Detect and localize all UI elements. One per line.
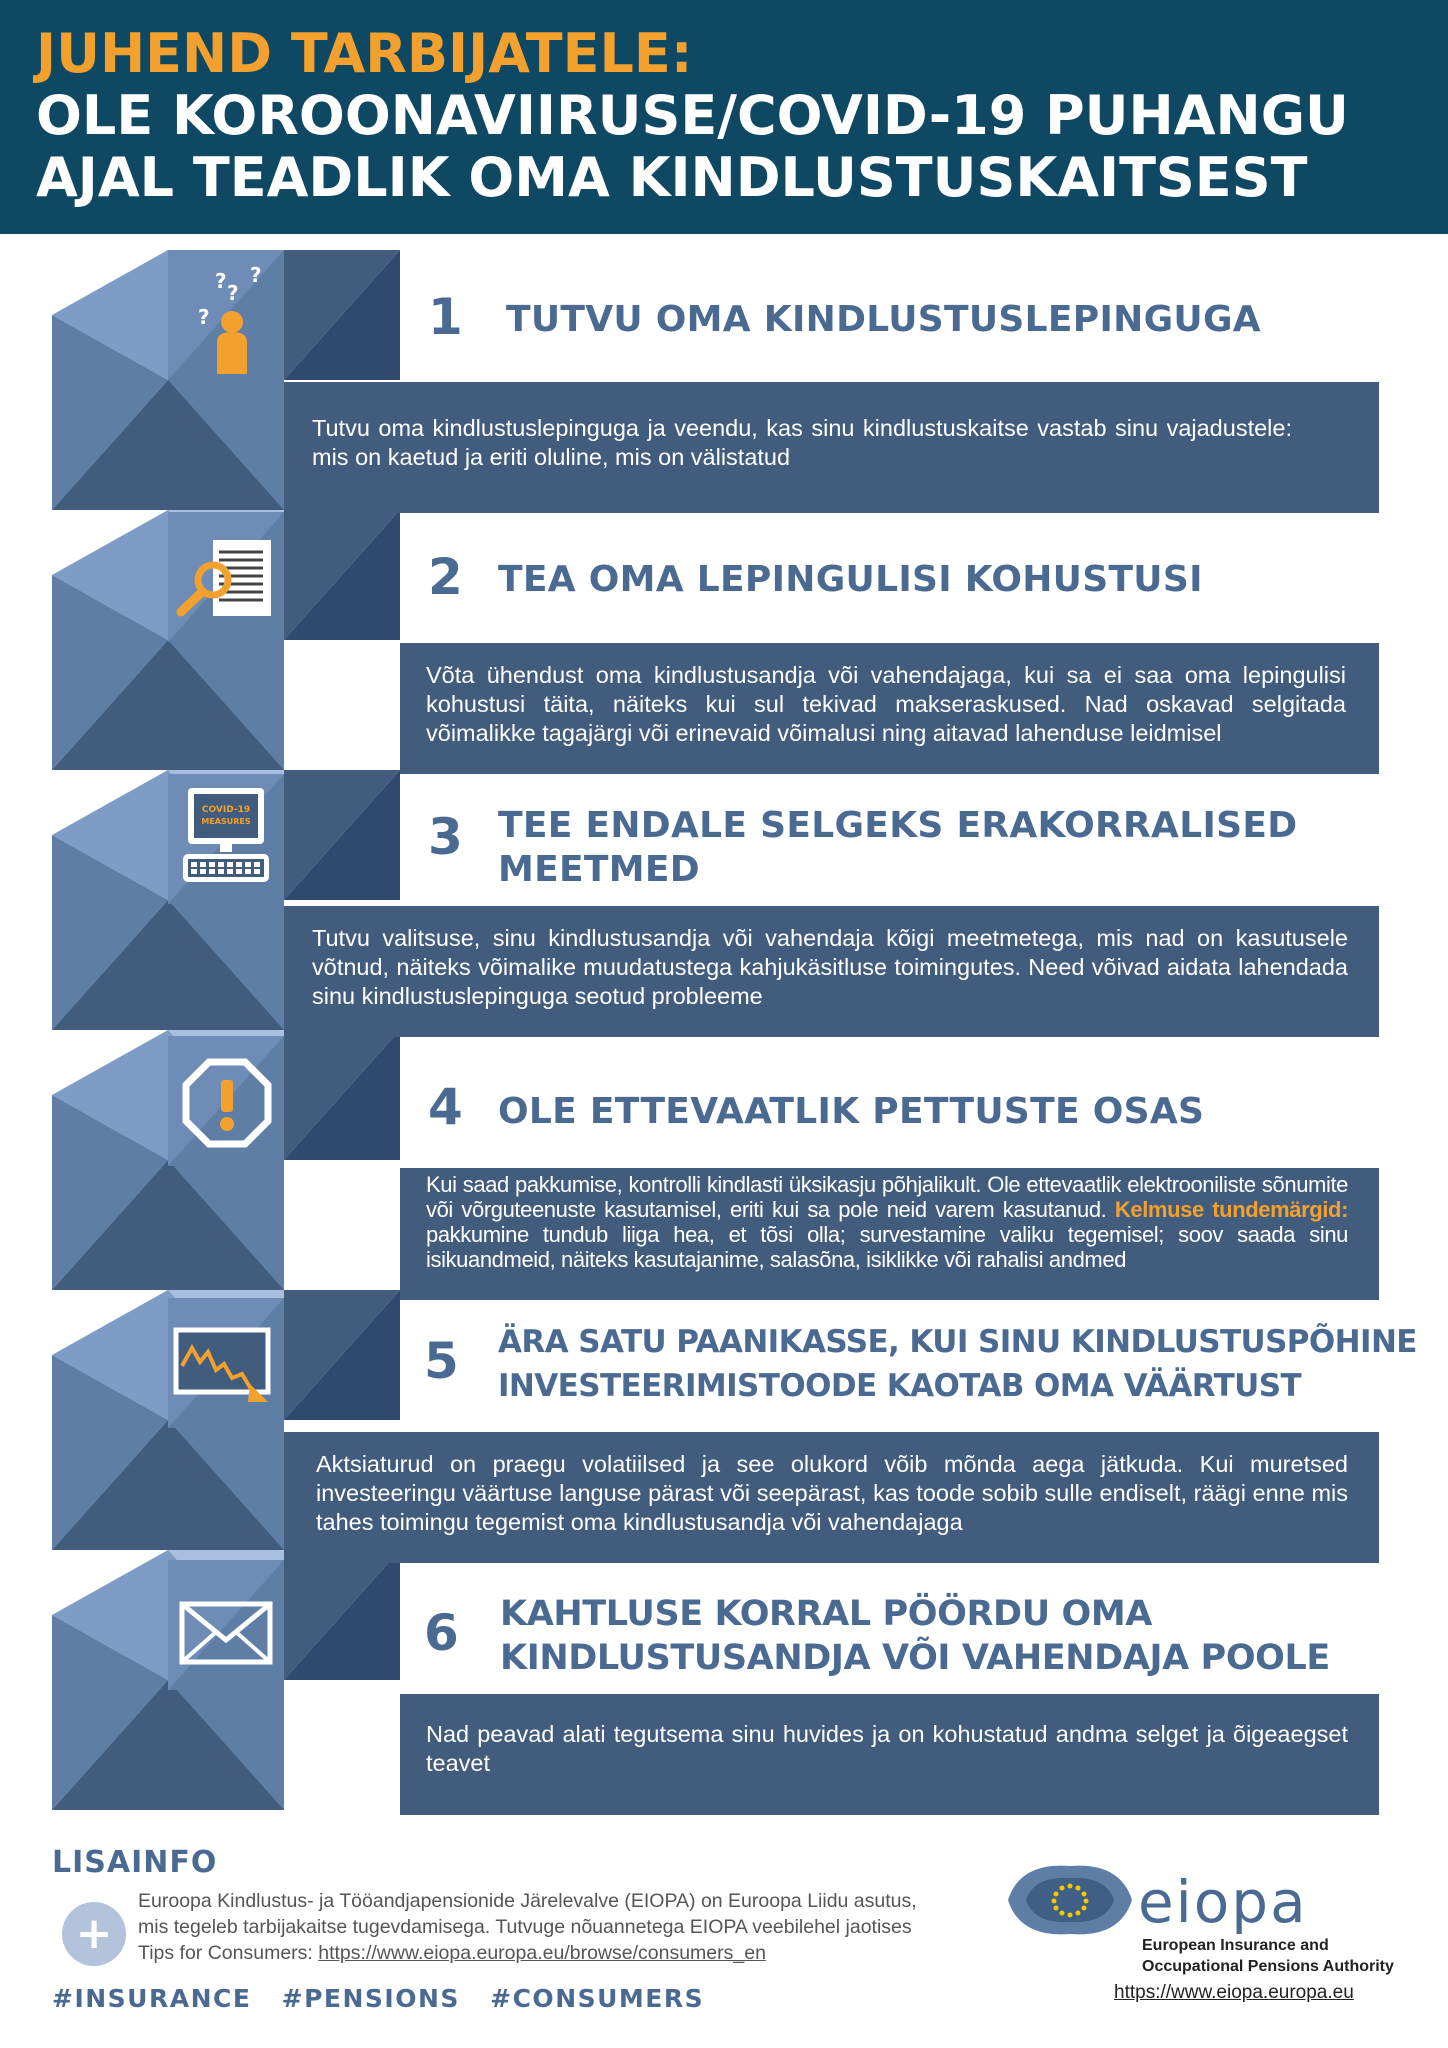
step-5-title	[498, 1320, 1417, 1408]
more-info-text	[138, 1888, 928, 1966]
eiopa-logo-emblem	[1000, 1856, 1140, 1946]
svg-text:?: ?	[215, 269, 227, 293]
step-6-title-line1: KAHTLUSE KORRAL PÖÖRDU OMA	[500, 1594, 1152, 1634]
step-2-body: Võta ühendust oma kindlustusandja või vahendajaga, kui sa ei saa oma lepingulisi kohustusi täita, näiteks kui sul tekivad makseraskused. Nad oskavad selgitada võimalikke tagajärgi või erinevaid võimalusi ning aitavad lahenduse leidmisel	[426, 662, 1346, 746]
consumers-link[interactable]: https://www.eiopa.europa.eu/browse/consumers_en	[318, 1942, 766, 1964]
step-1-title: TUTVU OMA KINDLUSTUSLEPINGUGA	[506, 299, 1261, 340]
hashtags	[52, 1984, 724, 2013]
warning-octagon-icon	[182, 1058, 272, 1148]
step-4-warning-label: Kelmuse tundemärgid:	[1114, 1197, 1348, 1222]
step-3-title-line2: MEETMED	[498, 849, 700, 890]
step-5-title-line2: INVESTEERIMISTOODE KAOTAB OMA VÄÄRTUST	[498, 1368, 1301, 1404]
step-1-number: 1	[428, 288, 463, 346]
svg-text:?: ?	[198, 305, 210, 329]
step-3-body: Tutvu valitsuse, sinu kindlustusandja või vahendaja kõigi meetmetega, mis nad on kasutusele võtnud, näiteks võimalike muudatustega kahjukäsitluse toimingutes. Need võivad aidata lahendada sinu kindlustuslepinguga seotud probleeme	[312, 925, 1348, 1009]
eiopa-org-name	[1142, 1935, 1394, 1977]
hashtag-insurance: #INSURANCE	[52, 1984, 252, 2013]
header-subtitle: JUHEND TARBIJATELE:	[36, 22, 693, 85]
step-1-band	[284, 382, 1379, 513]
step-6-title-line2: KINDLUSTUSANDJA VÕI VAHENDAJA POOLE	[500, 1638, 1330, 1678]
step-4-title: OLE ETTEVAATLIK PETTUSTE OSAS	[498, 1091, 1205, 1132]
step-6-number: 6	[424, 1604, 459, 1662]
step-6-title	[500, 1592, 1330, 1680]
step-3-title-line1: TEE ENDALE SELGEKS ERAKORRALISED	[498, 805, 1298, 846]
step-5-body: Aktsiaturud on praegu volatiilsed ja see olukord võib mõnda aega jätkuda. Kui muretsed investeeringu väärtuse languse pärast või seepärast, kas toode sobib sulle endiselt, räägi enne mis tahes toimingu tegemist oma kindlustusandja või vahendajaga	[316, 1451, 1348, 1535]
step-6-band	[400, 1694, 1379, 1815]
eiopa-logo-word: eiopa	[1138, 1868, 1308, 1936]
computer-icon	[178, 784, 278, 892]
step-5-number: 5	[424, 1332, 459, 1390]
svg-text:?: ?	[250, 263, 262, 287]
step-3-number: 3	[428, 808, 463, 866]
header-title-line2: AJAL TEADLIK OMA KINDLUSTUSKAITSEST	[36, 146, 1308, 209]
header-banner	[0, 0, 1448, 234]
header-title-line1: OLE KOROONAVIIRUSE/COVID-19 PUHANGU	[36, 84, 1349, 147]
plus-glyph: +	[75, 1908, 113, 1959]
step-4-body-part1: Kui saad pakkumise, kontrolli kindlasti üksikasju põhjalikult. Ole ettevaatlik elektrooniliste sõnumite või võrguteenuste kasutamisel, eriti kui sa pole neid varem kasutanud.	[426, 1172, 1348, 1222]
plus-icon	[62, 1902, 126, 1966]
hashtag-pensions: #PENSIONS	[281, 1984, 460, 2013]
document-magnifier-icon	[175, 532, 275, 622]
question-person-icon	[175, 258, 275, 378]
falling-chart-icon	[170, 1326, 280, 1416]
more-info-heading: LISAINFO	[52, 1845, 218, 1880]
step-5-band	[284, 1432, 1379, 1563]
step-1-body: Tutvu oma kindlustuslepinguga ja veendu, kas sinu kindlustuskaitse vastab sinu vajadustele: mis on kaetud ja eriti oluline, mis on välistatud	[312, 415, 1292, 470]
step-6-body: Nad peavad alati tegutsema sinu huvides ja on kohustatud andma selget ja õigeaegset teavet	[426, 1721, 1348, 1776]
computer-screen-text-2: MEASURES	[201, 817, 251, 826]
step-2-title: TEA OMA LEPINGULISI KOHUSTUSI	[498, 559, 1203, 600]
step-4-number: 4	[428, 1078, 463, 1136]
step-5-title-line1: ÄRA SATU PAANIKASSE, KUI SINU KINDLUSTUSPÕHINE	[498, 1324, 1417, 1360]
eiopa-website-link[interactable]: https://www.eiopa.europa.eu	[1114, 1982, 1354, 2003]
eiopa-org-line2: Occupational Pensions Authority	[1142, 1958, 1394, 1975]
step-4-band	[400, 1168, 1379, 1300]
more-info-body: Euroopa Kindlustus- ja Tööandjapensionide Järelevalve (EIOPA) on Euroopa Liidu asutus, mis tegeleb tarbijakaitse tugevdamisega. Tutvuge nõuannetega EIOPA veebilehel jaotises Tips for Consumers:	[138, 1890, 917, 1964]
envelope-icon	[178, 1600, 274, 1666]
hashtag-consumers: #CONSUMERS	[490, 1984, 705, 2013]
step-4-body-part2: pakkumine tundub liiga hea, et tõsi olla; survestamine valiku tegemisel; soov saada sinu isikuandmeid, näiteks kasutajanime, salasõna, isiklikke või rahalisi andmed	[426, 1222, 1348, 1272]
computer-screen-text-1: COVID-19	[201, 805, 251, 815]
eiopa-org-line1: European Insurance and	[1142, 1937, 1329, 1954]
step-2-number: 2	[428, 548, 463, 606]
step-3-title	[498, 804, 1297, 892]
svg-text:?: ?	[227, 281, 239, 305]
step-4-body	[426, 1172, 1348, 1272]
step-3-band	[284, 906, 1379, 1037]
step-2-band	[400, 643, 1379, 774]
